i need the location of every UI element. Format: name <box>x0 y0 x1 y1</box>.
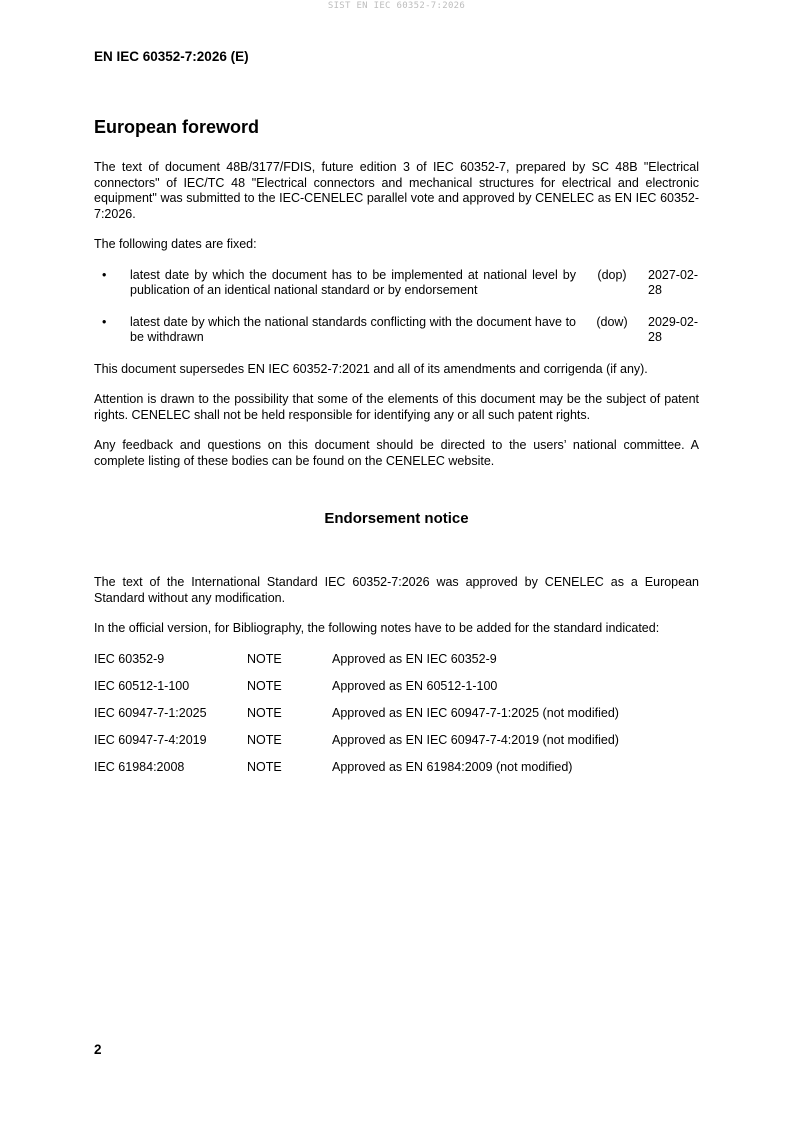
endorsement-text: The text of the International Standard IEC 60352-7:2026 was approved by CENELEC as a European Standard without any modification. <box>94 575 699 605</box>
table-row <box>94 706 699 733</box>
date-code: (dop) <box>597 267 627 282</box>
bibliography-intro: In the official version, for Bibliography, the following notes have to be added for the standard indicated: <box>94 621 660 635</box>
date-row-dop <box>94 268 699 299</box>
date-value: 2027-02-28 <box>648 267 699 297</box>
dates-intro: The following dates are fixed: <box>94 237 257 251</box>
bullet-icon: • <box>102 314 107 329</box>
date-code: (dow) <box>596 314 628 329</box>
table-row <box>94 733 699 760</box>
date-value: 2029-02-28 <box>648 314 699 344</box>
note-text: Approved as EN 61984:2009 (not modified) <box>332 760 573 775</box>
standard-ref: IEC 60512-1-100 <box>94 678 190 693</box>
date-description: latest date by which the document has to be implemented at national level by publication of an identical national standard or by endorsement <box>130 267 576 297</box>
supersedes-paragraph: This document supersedes EN IEC 60352-7:2021 and all of its amendments and corrigenda (if any). <box>94 361 648 376</box>
table-row <box>94 760 699 787</box>
patent-paragraph: Attention is drawn to the possibility that some of the elements of this document may be the subject of patent rights. CENELEC shall not be held responsible for identifying any or all such patent rights. <box>94 392 699 422</box>
note-label: NOTE <box>247 678 282 693</box>
table-row <box>94 652 699 679</box>
standard-ref: IEC 60947-7-4:2019 <box>94 733 207 748</box>
note-label: NOTE <box>247 733 282 748</box>
feedback-paragraph: Any feedback and questions on this document should be directed to the users’ national committee. A complete listing of these bodies can be found on the CENELEC website. <box>94 438 699 468</box>
note-label: NOTE <box>247 651 282 666</box>
standard-ref: IEC 60947-7-1:2025 <box>94 705 207 720</box>
document-id: EN IEC 60352-7:2026 (E) <box>94 49 249 64</box>
note-text: Approved as EN 60512-1-100 <box>332 678 498 693</box>
watermark: SIST EN IEC 60352-7:2026 <box>327 1 466 11</box>
date-row-dow <box>94 315 699 346</box>
note-text: Approved as EN IEC 60947-7-4:2019 (not modified) <box>332 733 619 748</box>
page-number: 2 <box>94 1042 102 1057</box>
note-label: NOTE <box>247 760 282 775</box>
note-text: Approved as EN IEC 60352-9 <box>332 651 497 666</box>
bibliography-notes-table <box>94 652 699 788</box>
foreword-title: European foreword <box>94 117 260 137</box>
standard-ref: IEC 61984:2008 <box>94 760 185 775</box>
endorsement-title: Endorsement notice <box>324 510 469 527</box>
bullet-icon: • <box>102 267 107 282</box>
note-text: Approved as EN IEC 60947-7-1:2025 (not modified) <box>332 705 619 720</box>
standard-ref: IEC 60352-9 <box>94 651 165 666</box>
foreword-intro: The text of document 48B/3177/FDIS, future edition 3 of IEC 60352-7, prepared by SC 48B "Electrical connectors" of IEC/TC 48 "Electrical connectors and mechanical structures for electrical and electronic equipment" was submitted to the IEC-CENELEC parallel vote and approved by CENELEC as EN IEC 60352-7:2026. <box>94 160 699 221</box>
table-row <box>94 679 699 706</box>
page-content <box>94 115 699 787</box>
note-label: NOTE <box>247 705 282 720</box>
date-description: latest date by which the national standards conflicting with the document have to be withdrawn <box>130 314 576 344</box>
